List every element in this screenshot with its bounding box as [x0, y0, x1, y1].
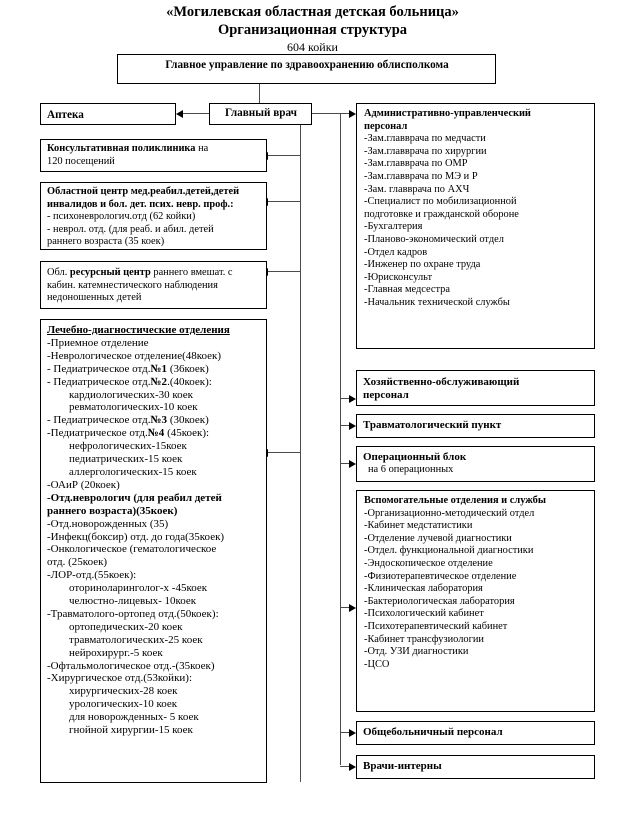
admin-list-item: -Отдел кадров — [364, 246, 428, 258]
box-administrative-staff[interactable] — [356, 103, 595, 349]
auxiliary-list — [364, 508, 590, 672]
auxiliary-list-item: -ЦСО — [364, 658, 390, 670]
department-list-item: -Отд.неврологич (для реабил детей — [47, 491, 222, 504]
admin-title2: персонал — [364, 120, 408, 132]
operating-block-title: Операционный блок — [363, 451, 467, 463]
connector-resource-center — [268, 271, 301, 272]
department-list-item: кардиологических-30 коек — [69, 388, 194, 401]
department-list-item — [47, 427, 262, 440]
department-item-beds: (45коек): — [164, 427, 210, 440]
connector-polyclinic — [268, 155, 301, 156]
bed-count-label: 604 койки — [287, 40, 338, 54]
admin-title1: Административно-управленческий — [364, 108, 531, 119]
chart-header — [0, 4, 625, 55]
department-item-number: №3 — [150, 414, 168, 427]
polyclinic-title: Консультативная поликлиника — [47, 143, 196, 154]
rehab-item2: - неврол. отд. (для реаб. и абил. детей — [47, 223, 214, 235]
trunk-right — [340, 113, 341, 765]
polyclinic-title-tail: на — [195, 143, 209, 154]
box-chief-physician[interactable] — [209, 103, 312, 125]
box-chief-physician-label: Главный врач — [225, 107, 297, 119]
arrow-to-operating-block-icon — [349, 460, 356, 468]
department-list-item: аллергологических-15 коек — [69, 465, 197, 478]
admin-list-item: -Планово-экономический отдел — [364, 233, 504, 245]
department-list-item: оториноларинголог-х -45коек — [69, 582, 208, 595]
box-pharmacy-label: Аптека — [47, 109, 84, 121]
resource-pre: Обл. — [47, 267, 70, 278]
department-item-beds: (30коек) — [167, 414, 209, 427]
department-list-item: челюстно-лицевых- 10коек — [69, 595, 197, 608]
box-economic-service-staff[interactable] — [356, 370, 595, 406]
rehab-item1: - психоневрологич.отд (62 койки) — [47, 211, 196, 223]
resource-bold: ресурсный центр — [69, 267, 151, 278]
operating-block-line2: на 6 операционных — [368, 463, 454, 475]
department-list-item: -Офтальмологическое отд.-(35коек) — [47, 659, 215, 672]
arrow-to-pharmacy-icon — [176, 110, 183, 118]
department-item-text: - Педиатрическое отд. — [47, 414, 151, 427]
department-list-item: -Неврологическое отделение(48коек) — [47, 349, 222, 362]
box-trauma-point[interactable] — [356, 414, 595, 438]
arrow-to-admin-icon — [349, 110, 356, 118]
admin-list-item: -Зам.главврача по ОМР — [364, 158, 468, 170]
trunk-left — [300, 125, 301, 782]
rehab-title2: инвалидов и бол. дет. псих. невр. проф.: — [47, 198, 234, 210]
arrow-to-interns-icon — [349, 763, 356, 771]
box-auxiliary-departments[interactable] — [356, 490, 595, 712]
rehab-item3: раннего возраста (35 коек) — [47, 236, 165, 248]
auxiliary-list-item: -Психологический кабинет — [364, 608, 484, 620]
box-resource-center[interactable] — [40, 261, 267, 309]
auxiliary-list-item: -Психотерапевтический кабинет — [364, 620, 508, 632]
auxiliary-list-item: -Клиническая лаборатория — [364, 583, 483, 595]
admin-list-item: -Бухгалтерия — [364, 221, 423, 233]
admin-list-item: -Главная медсестра — [364, 284, 450, 296]
admin-list-item: -Начальник технической службы — [364, 296, 510, 308]
box-general-hospital-staff[interactable] — [356, 721, 595, 745]
polyclinic-line2: 120 посещений — [47, 155, 115, 167]
box-consultative-polyclinic[interactable] — [40, 139, 267, 172]
department-list-item — [47, 414, 262, 427]
page-title: «Могилевская областная детская больница» — [166, 4, 459, 20]
department-list-item — [47, 363, 262, 376]
department-list-item: -Травматолого-ортопед отд.(50коек): — [47, 607, 219, 620]
department-item-text: - Педиатрическое отд. — [47, 375, 151, 388]
department-list-item: -Приемное отделение — [47, 336, 149, 349]
admin-list-item: -Зам.главврача по хирургии — [364, 145, 487, 157]
department-list-item: -Отд.новорожденных (35) — [47, 517, 169, 530]
box-regional-rehab-center[interactable] — [40, 182, 267, 250]
department-list-item: отд. (25коек) — [47, 556, 108, 569]
connector-rehab-center — [268, 201, 301, 202]
departments-title: Лечебно-диагностические отделения — [47, 324, 230, 336]
department-list-item: ортопедических-20 коек — [69, 620, 183, 633]
arrow-to-auxiliary-icon — [349, 604, 356, 612]
department-list-item: -ОАиР (20коек) — [47, 478, 120, 491]
arrow-to-economic-staff-icon — [349, 395, 356, 403]
auxiliary-list-item: -Отделение лучевой диагностики — [364, 532, 512, 544]
admin-list-item: -Зам.главврача по МЭ и Р — [364, 170, 478, 182]
auxiliary-list-item: -Физиотерапевтическое отделение — [364, 570, 517, 582]
arrow-to-trauma-point-icon — [349, 422, 356, 430]
interns-title: Врачи-интерны — [363, 760, 442, 772]
department-list-item — [47, 376, 262, 389]
admin-list-item: подготовке и гражданской обороне — [364, 208, 519, 220]
department-item-text: - Педиатрическое отд. — [47, 362, 151, 375]
department-list-item: -Инфекц(боксир) отд. до года(35коек) — [47, 530, 225, 543]
resource-line2: кабин. катемнестического наблюдения — [47, 279, 218, 291]
admin-list-item: -Зам. главврача по АХЧ — [364, 183, 470, 195]
department-item-number: №1 — [150, 362, 168, 375]
box-pharmacy[interactable] — [40, 103, 176, 125]
department-list-item: нефрологических-15коек — [69, 440, 187, 453]
admin-list-item: -Юрисконсульт — [364, 271, 433, 283]
department-list-item: травматологических-25 коек — [69, 633, 203, 646]
admin-list-item: -Зам.главврача по медчасти — [364, 133, 486, 145]
department-list-item: урологических-10 коек — [69, 698, 178, 711]
connector-chief-pharmacy — [183, 113, 210, 114]
auxiliary-title: Вспомогательные отделения и службы — [364, 495, 546, 506]
auxiliary-list-item: -Кабинет медстатистики — [364, 520, 473, 532]
department-item-beds: (36коек) — [167, 362, 209, 375]
box-interns[interactable] — [356, 755, 595, 779]
admin-list-item: -Специалист по мобилизационной — [364, 196, 517, 208]
connector-departments — [268, 452, 301, 453]
arrow-to-general-staff-icon — [349, 729, 356, 737]
department-list-item: нейрохирург.-5 коек — [69, 646, 163, 659]
auxiliary-list-item: -Отд. УЗИ диагностики — [364, 646, 469, 658]
connector-authority-chief — [259, 84, 260, 103]
auxiliary-list-item: -Кабинет трансфузиологии — [364, 633, 484, 645]
department-list-item: гнойной хирургии-15 коек — [69, 724, 193, 737]
box-health-department-label: Главное управление по здравоохранению облисполкома — [165, 59, 449, 71]
general-staff-title: Общебольничный персонал — [363, 726, 503, 738]
auxiliary-list-item: -Бактериологическая лаборатория — [364, 595, 515, 607]
admin-list-item: -Инженер по охране труда — [364, 259, 481, 271]
trauma-point-title: Травматологический пункт — [363, 419, 502, 431]
auxiliary-list-item: -Организационно-методический отдел — [364, 507, 535, 519]
department-item-beds: .(40коек): — [167, 375, 212, 388]
department-item-number: №4 — [147, 427, 165, 440]
department-item-text: -Педиатрическое отд. — [47, 427, 148, 440]
admin-list — [364, 133, 590, 309]
department-list-item: -ЛОР-отд.(55коек): — [47, 569, 137, 582]
department-item-number: №2 — [150, 375, 168, 388]
department-list-item: -Онкологическое (гематологическое — [47, 543, 217, 556]
economic-title2: персонал — [363, 388, 409, 401]
auxiliary-list-item: -Отдел. функциональной диагностики — [364, 545, 534, 557]
box-operating-block[interactable] — [356, 446, 595, 482]
department-list-item: хирургических-28 коек — [69, 685, 178, 698]
rehab-title1: Областной центр мед.реабил.детей,детей — [47, 186, 240, 197]
box-treatment-diagnostic-departments[interactable] — [40, 319, 267, 783]
auxiliary-list-item: -Эндоскопическое отделение — [364, 557, 493, 569]
departments-list — [47, 337, 262, 737]
department-list-item: для новорожденных- 5 коек — [69, 711, 199, 724]
department-list-item: раннего возраста)(35коек) — [47, 504, 178, 517]
department-list-item: -Хирургическое отд.(53койки): — [47, 672, 193, 685]
department-list-item: педиатрических-15 коек — [69, 453, 183, 466]
resource-post: раннего вмешат. с — [150, 267, 233, 278]
department-list-item: ревматологических-10 коек — [69, 401, 198, 414]
resource-line3: недоношенных детей — [47, 292, 142, 304]
economic-title1: Хозяйственно-обслуживающий — [363, 376, 520, 388]
box-health-department[interactable] — [117, 54, 496, 84]
page-subtitle: Организационная структура — [217, 22, 408, 38]
connector-chief-right-trunk — [312, 113, 354, 114]
